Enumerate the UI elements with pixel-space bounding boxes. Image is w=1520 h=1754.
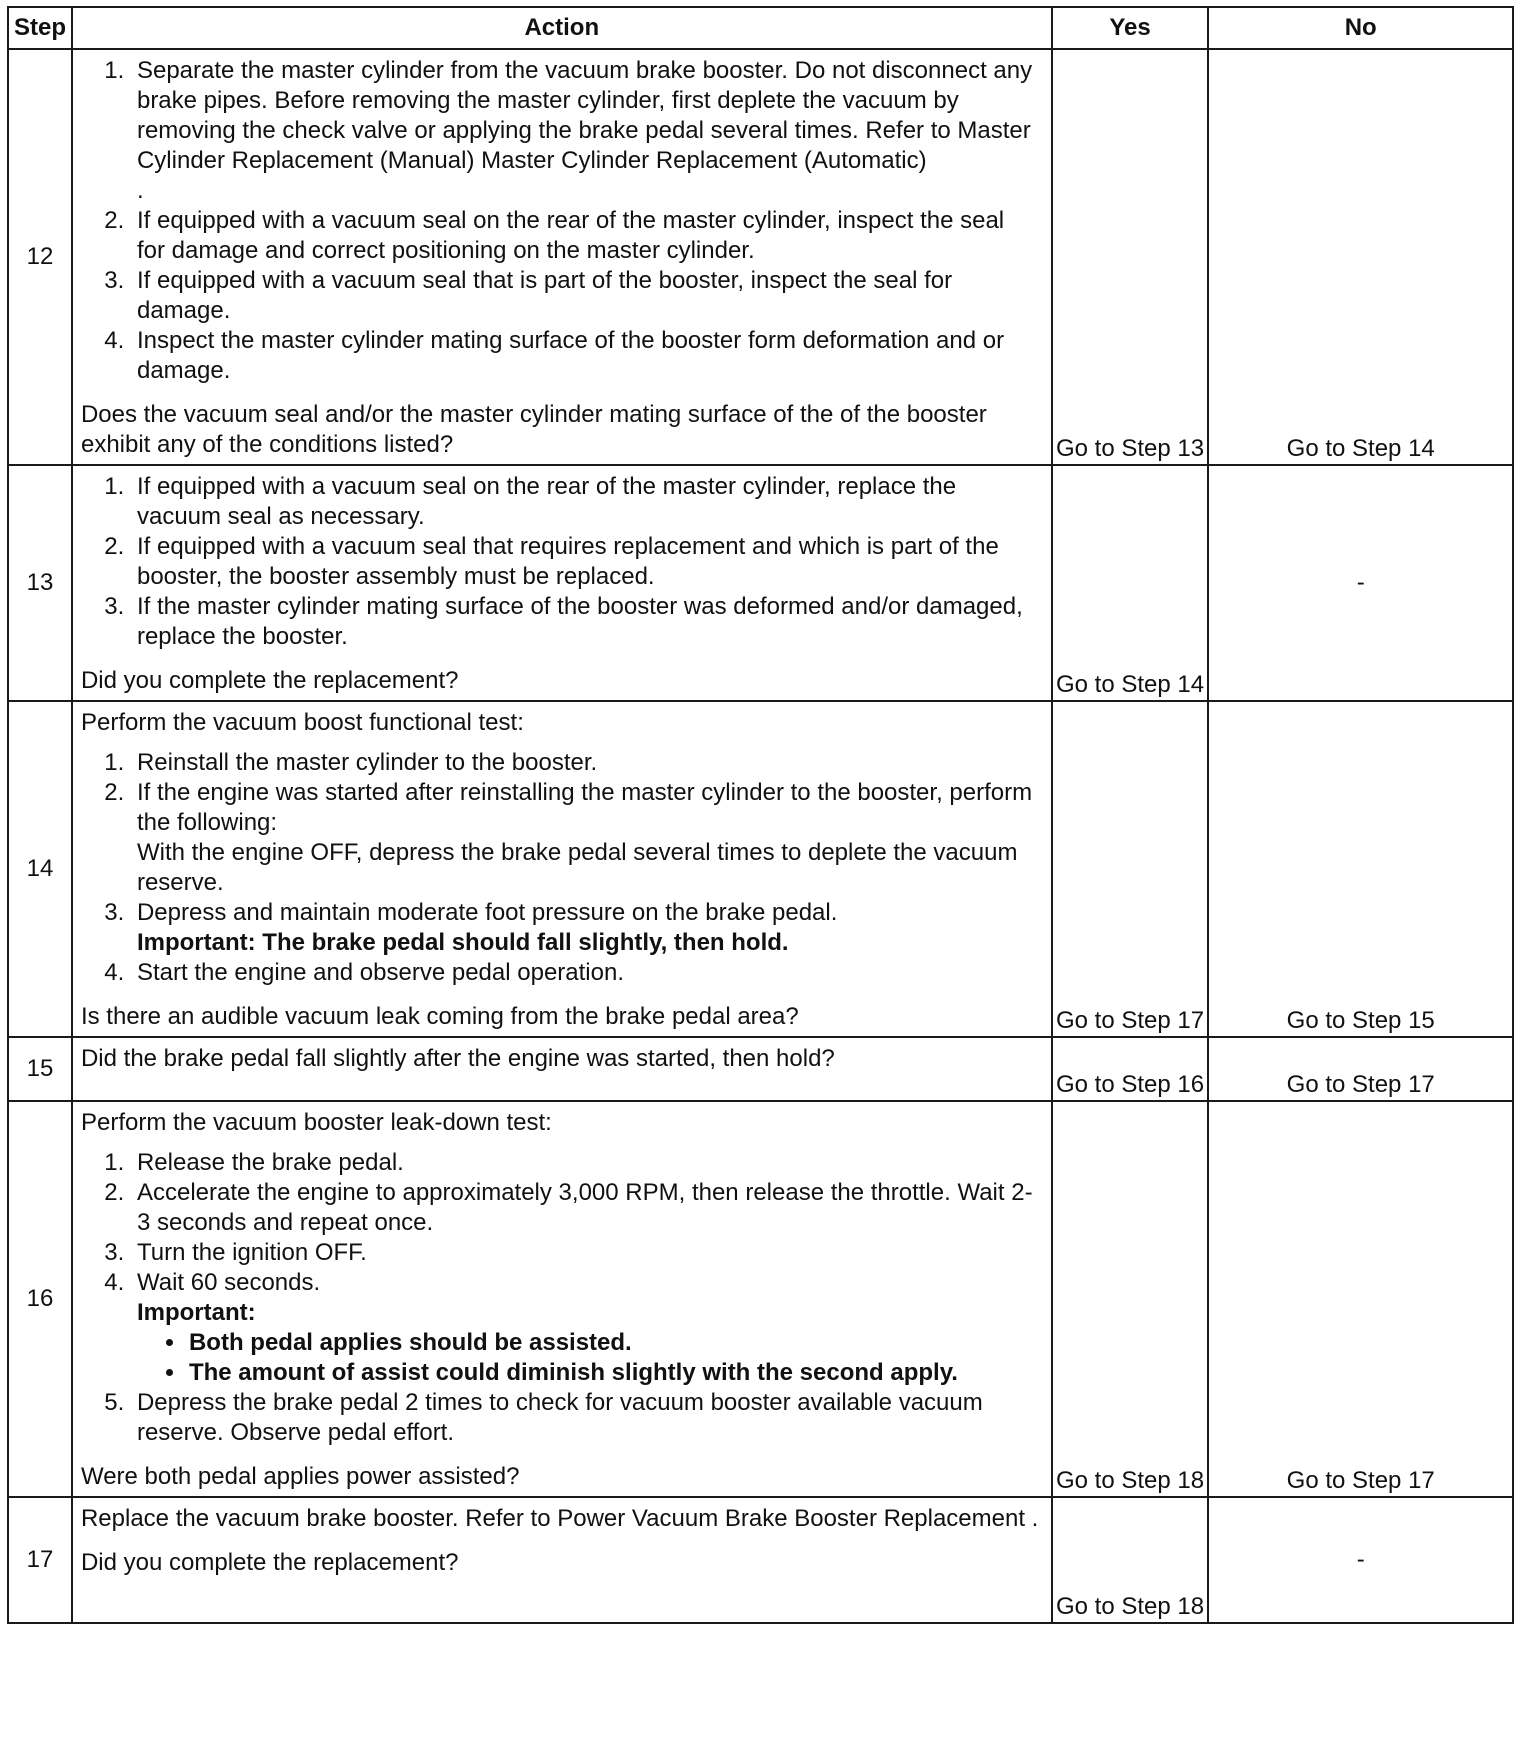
list-item: 1. Separate the master cylinder from the vacuum brake booster. Do not disconnect any brake pipes. Before removing the master cylinder, first deplete the vacuum by removing the check valve or applying the brake pedal several times. Refer to Master Cylinder Replacement (Manual) Master Cylinder Replacement (Automatic) . bbox=[131, 56, 1039, 206]
action-list bbox=[81, 1148, 1039, 1448]
table-row bbox=[8, 1497, 1513, 1623]
step-number: 12 bbox=[8, 49, 72, 465]
question-text: Did you complete the replacement? bbox=[80, 1549, 459, 1576]
action-cell bbox=[72, 1037, 1052, 1101]
list-item: 2. If the engine was started after reinstalling the master cylinder to the booster, perform the following: With the engine OFF, depress the brake pedal several times to deplete the vacuum reserve. bbox=[131, 778, 1039, 898]
no-link[interactable]: Go to Step 17 bbox=[1208, 1037, 1513, 1101]
header-step: Step bbox=[8, 7, 72, 49]
yes-link[interactable]: Go to Step 13 bbox=[1052, 49, 1209, 465]
action-text: Replace the vacuum brake booster. Refer to Power Vacuum Brake Booster Replacement . bbox=[80, 1505, 1039, 1532]
action-list bbox=[81, 748, 1039, 988]
action-cell bbox=[72, 1497, 1052, 1623]
list-item: 4. Start the engine and observe pedal operation. bbox=[131, 958, 1039, 988]
diagnostic-table bbox=[7, 6, 1514, 1624]
bullet-item: • Both pedal applies should be assisted. bbox=[187, 1328, 1039, 1358]
list-item: 2. If equipped with a vacuum seal that requires replacement and which is part of the booster, the booster assembly must be replaced. bbox=[131, 532, 1039, 592]
list-item: 1. Reinstall the master cylinder to the booster. bbox=[131, 748, 1039, 778]
step-number: 15 bbox=[8, 1037, 72, 1101]
question-text: Did you complete the replacement? bbox=[80, 667, 459, 694]
question-text: Were both pedal applies power assisted? bbox=[80, 1463, 520, 1490]
list-item: 3. Depress and maintain moderate foot pressure on the brake pedal. Important: The brake pedal should fall slightly, then hold. bbox=[131, 898, 1039, 958]
step-number: 14 bbox=[8, 701, 72, 1037]
header-yes: Yes bbox=[1052, 7, 1209, 49]
yes-link[interactable]: Go to Step 18 bbox=[1052, 1101, 1209, 1497]
table-row bbox=[8, 1101, 1513, 1497]
list-item: 5. Depress the brake pedal 2 times to check for vacuum booster available vacuum reserve. Observe pedal effort. bbox=[131, 1388, 1039, 1448]
action-cell bbox=[72, 701, 1052, 1037]
no-link[interactable]: Go to Step 14 bbox=[1208, 49, 1513, 465]
header-no: No bbox=[1208, 7, 1513, 49]
table-row bbox=[8, 701, 1513, 1037]
step-number: 16 bbox=[8, 1101, 72, 1497]
no-value: - bbox=[1208, 1497, 1513, 1623]
yes-link[interactable]: Go to Step 14 bbox=[1052, 465, 1209, 701]
question-text: Does the vacuum seal and/or the master cylinder mating surface of the of the booster exhibit any of the conditions listed? bbox=[80, 401, 987, 458]
yes-link[interactable]: Go to Step 17 bbox=[1052, 701, 1209, 1037]
header-row bbox=[8, 7, 1513, 49]
table-row bbox=[8, 1037, 1513, 1101]
bullet-item: • The amount of assist could diminish slightly with the second apply. bbox=[187, 1358, 1039, 1388]
sub-instruction: With the engine OFF, depress the brake pedal several times to deplete the vacuum reserve. bbox=[136, 839, 1018, 896]
important-label: Important: bbox=[136, 1299, 256, 1326]
no-link[interactable]: Go to Step 15 bbox=[1208, 701, 1513, 1037]
important-note: Important: The brake pedal should fall slightly, then hold. bbox=[136, 929, 789, 956]
yes-link[interactable]: Go to Step 16 bbox=[1052, 1037, 1209, 1101]
action-cell bbox=[72, 465, 1052, 701]
yes-link[interactable]: Go to Step 18 bbox=[1052, 1497, 1209, 1623]
list-item: 1. Release the brake pedal. bbox=[131, 1148, 1039, 1178]
list-item: 3. Turn the ignition OFF. bbox=[131, 1238, 1039, 1268]
no-link[interactable]: Go to Step 17 bbox=[1208, 1101, 1513, 1497]
step-number: 13 bbox=[8, 465, 72, 701]
question-text: Is there an audible vacuum leak coming from the brake pedal area? bbox=[80, 1003, 799, 1030]
list-item: 4. Wait 60 seconds. Important: • Both pedal applies should be assisted. • The amount of assist could diminish slightly with the second apply. bbox=[131, 1268, 1039, 1388]
action-list bbox=[81, 472, 1039, 652]
table-row bbox=[8, 49, 1513, 465]
table-row bbox=[8, 465, 1513, 701]
list-item: 3. If equipped with a vacuum seal that is part of the booster, inspect the seal for damage. bbox=[131, 266, 1039, 326]
important-bullets bbox=[137, 1328, 1039, 1388]
question-text: Did the brake pedal fall slightly after the engine was started, then hold? bbox=[80, 1045, 835, 1072]
action-cell bbox=[72, 1101, 1052, 1497]
list-item: 1. If equipped with a vacuum seal on the rear of the master cylinder, replace the vacuum seal as necessary. bbox=[131, 472, 1039, 532]
intro-text: Perform the vacuum booster leak-down test: bbox=[80, 1109, 552, 1136]
list-item: 4. Inspect the master cylinder mating surface of the booster form deformation and or damage. bbox=[131, 326, 1039, 386]
step-number: 17 bbox=[8, 1497, 72, 1623]
list-item: 2. Accelerate the engine to approximately 3,000 RPM, then release the throttle. Wait 2-3 seconds and repeat once. bbox=[131, 1178, 1039, 1238]
header-action: Action bbox=[72, 7, 1052, 49]
no-value: - bbox=[1208, 465, 1513, 701]
intro-text: Perform the vacuum boost functional test: bbox=[80, 709, 524, 736]
action-list bbox=[81, 56, 1039, 386]
list-item: 3. If the master cylinder mating surface of the booster was deformed and/or damaged, replace the booster. bbox=[131, 592, 1039, 652]
list-item: 2. If equipped with a vacuum seal on the rear of the master cylinder, inspect the seal for damage and correct positioning on the master cylinder. bbox=[131, 206, 1039, 266]
action-cell bbox=[72, 49, 1052, 465]
